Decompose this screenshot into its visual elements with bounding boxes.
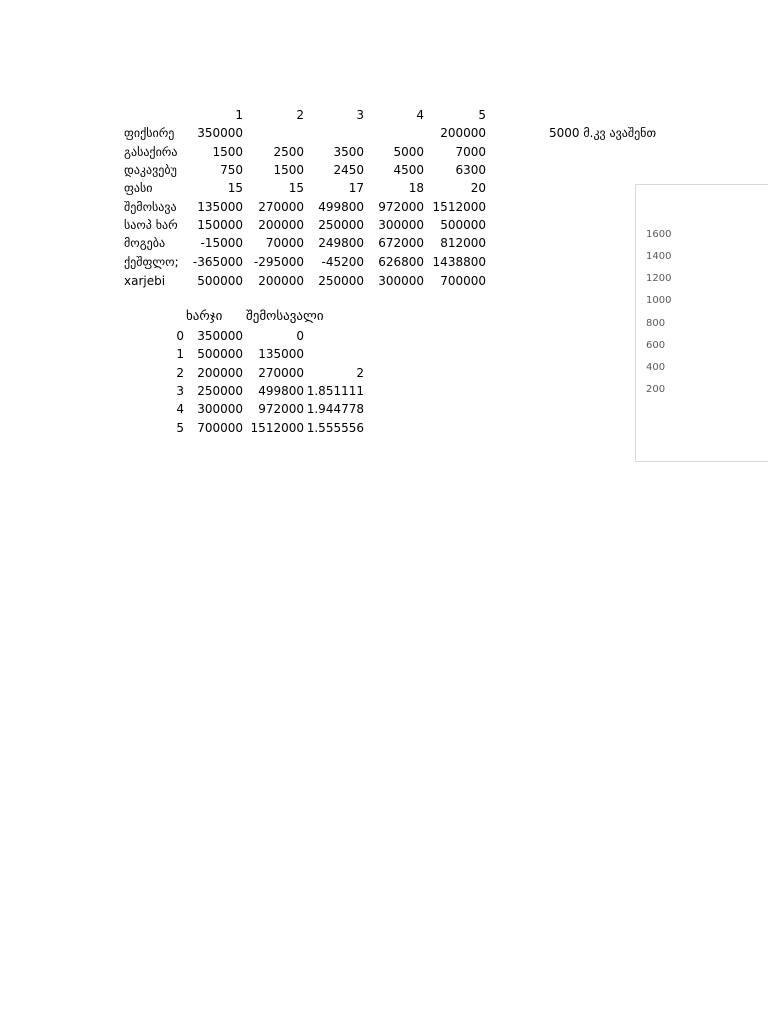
table-cell[interactable]: 200000 <box>258 274 304 288</box>
y-axis-tick-label: 1000 <box>646 295 672 306</box>
table-cell[interactable]: 20 <box>470 181 486 195</box>
expense-cell[interactable]: 500000 <box>197 347 243 361</box>
expense-cell[interactable]: 250000 <box>197 384 243 398</box>
y-axis-tick-label: 800 <box>646 318 666 329</box>
ratio-cell[interactable]: 1.555556 <box>306 421 364 435</box>
main-table-header-row <box>0 106 768 124</box>
table-cell[interactable] <box>246 124 304 142</box>
table-cell[interactable]: 135000 <box>197 200 243 214</box>
index-cell[interactable]: 1 <box>176 347 184 361</box>
y-axis-tick-label: 200 <box>646 384 666 395</box>
table-cell[interactable]: 18 <box>408 181 424 195</box>
table-cell[interactable]: 15 <box>288 181 304 195</box>
header-cell-5[interactable]: 5 <box>478 108 486 122</box>
table-cell[interactable]: 672000 <box>378 236 424 250</box>
row-label[interactable]: მოგება <box>124 236 166 250</box>
expense-cell[interactable]: 350000 <box>197 329 243 343</box>
income-cell[interactable]: 270000 <box>258 366 304 380</box>
table-cell[interactable]: 750 <box>220 163 243 177</box>
income-cell[interactable]: 0 <box>296 329 304 343</box>
table-cell[interactable]: 2450 <box>333 163 364 177</box>
table-cell[interactable]: 15 <box>227 181 243 195</box>
ratio-cell[interactable]: 1.944778 <box>306 402 364 416</box>
expense-cell[interactable]: 200000 <box>197 366 243 380</box>
index-cell[interactable]: 0 <box>176 329 184 343</box>
table-cell[interactable]: -365000 <box>192 255 243 269</box>
y-axis-tick-label: 1400 <box>646 251 672 262</box>
y-axis-tick-label: 1600 <box>646 229 672 240</box>
table-cell[interactable]: 17 <box>348 181 364 195</box>
table-cell[interactable]: 2500 <box>273 145 304 159</box>
table-cell[interactable]: 5000 <box>393 145 424 159</box>
table-cell[interactable]: 250000 <box>318 274 364 288</box>
table-cell[interactable]: 150000 <box>197 218 243 232</box>
table-cell[interactable]: 499800 <box>318 200 364 214</box>
table-cell[interactable]: 300000 <box>378 218 424 232</box>
income-header[interactable]: შემოსავალი <box>246 309 324 324</box>
row-label[interactable]: დაკავებუ <box>124 163 177 177</box>
table-cell[interactable]: 700000 <box>440 274 486 288</box>
table-cell[interactable]: 350000 <box>197 126 243 140</box>
header-cell-4[interactable]: 4 <box>416 108 424 122</box>
expense-header[interactable]: ხარჯი <box>186 309 223 324</box>
table-cell[interactable]: 3500 <box>333 145 364 159</box>
y-axis-tick-label: 600 <box>646 340 666 351</box>
index-cell[interactable]: 2 <box>176 366 184 380</box>
table-cell[interactable]: 249800 <box>318 236 364 250</box>
ratio-cell[interactable] <box>306 345 364 363</box>
income-cell[interactable]: 972000 <box>258 402 304 416</box>
table-cell[interactable]: 70000 <box>265 236 304 250</box>
table-cell[interactable]: 250000 <box>318 218 364 232</box>
row-label[interactable]: საოპ ხარ <box>124 218 178 232</box>
table-cell[interactable]: 1512000 <box>432 200 486 214</box>
table-cell[interactable]: 7000 <box>455 145 486 159</box>
table-cell[interactable]: 200000 <box>258 218 304 232</box>
table-cell[interactable]: 270000 <box>258 200 304 214</box>
table-cell[interactable]: 4500 <box>393 163 424 177</box>
income-cell[interactable]: 135000 <box>258 347 304 361</box>
table-cell[interactable]: 1500 <box>212 145 243 159</box>
ratio-cell[interactable] <box>306 327 364 345</box>
row-label[interactable]: შემოსავა <box>124 200 177 214</box>
y-axis-tick-label: 400 <box>646 362 666 373</box>
table-cell[interactable]: 200000 <box>440 126 486 140</box>
header-cell-1[interactable]: 1 <box>235 108 243 122</box>
table-cell[interactable]: -295000 <box>253 255 304 269</box>
table-cell[interactable]: 972000 <box>378 200 424 214</box>
table-cell[interactable]: 6300 <box>455 163 486 177</box>
table-cell[interactable]: 1438800 <box>432 255 486 269</box>
note-cell[interactable]: 5000 მ.კვ ავაშენთ <box>549 126 657 140</box>
header-cell-2[interactable]: 2 <box>296 108 304 122</box>
row-label[interactable]: ფასი <box>124 181 153 195</box>
ratio-cell[interactable]: 2 <box>356 366 364 380</box>
row-label[interactable]: ქეშფლო; <box>124 255 179 269</box>
table-cell[interactable] <box>306 124 364 142</box>
row-label[interactable]: გასაქირა <box>124 145 178 159</box>
table-cell[interactable]: 500000 <box>440 218 486 232</box>
table-row-rentable <box>0 143 768 161</box>
table-cell[interactable]: 500000 <box>197 274 243 288</box>
y-axis-tick-label: 1200 <box>646 273 672 284</box>
index-cell[interactable]: 4 <box>176 402 184 416</box>
table-cell[interactable]: 626800 <box>378 255 424 269</box>
index-cell[interactable]: 3 <box>176 384 184 398</box>
table-cell[interactable]: 1500 <box>273 163 304 177</box>
expense-cell[interactable]: 300000 <box>197 402 243 416</box>
row-label[interactable]: xarjebi <box>124 274 166 288</box>
expense-cell[interactable]: 700000 <box>197 421 243 435</box>
ratio-cell[interactable]: 1.851111 <box>306 384 364 398</box>
table-cell[interactable]: 812000 <box>440 236 486 250</box>
embedded-chart[interactable] <box>635 184 768 462</box>
income-cell[interactable]: 1512000 <box>250 421 304 435</box>
table-cell[interactable] <box>366 124 424 142</box>
table-cell[interactable]: -45200 <box>321 255 364 269</box>
header-cell-3[interactable]: 3 <box>356 108 364 122</box>
index-cell[interactable]: 5 <box>176 421 184 435</box>
income-cell[interactable]: 499800 <box>258 384 304 398</box>
table-row-occupied <box>0 161 768 179</box>
row-label[interactable]: ფიქსირე <box>124 126 175 140</box>
table-cell[interactable]: 300000 <box>378 274 424 288</box>
table-cell[interactable]: -15000 <box>200 236 243 250</box>
